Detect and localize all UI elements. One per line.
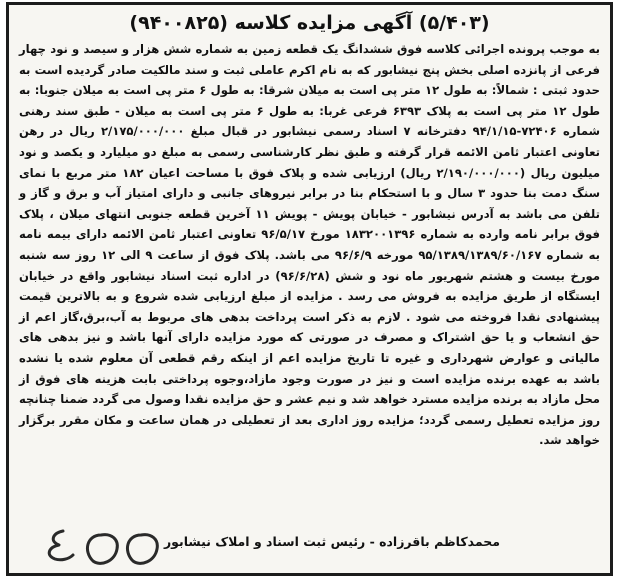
notice-signature: محمدکاظم باقرزاده - رئیس ثبت اسناد و املاک نیشابور [163, 534, 500, 549]
notice-title: (۵/۴۰۳) آگهی مزایده کلاسه (۹۴۰۰۸۲۵) [129, 12, 490, 34]
handwritten-number-mark [23, 521, 173, 569]
auction-notice [6, 2, 613, 576]
notice-body: به موجب پرونده اجرائی کلاسه فوق ششدانگ یک قطعه زمین به شماره شش هزار و سیصد و نود چهار فرعی از پانزده اصلی بخش پنج نیشابور که به نام اکرم عاملی ثبت و سند مالکیت صادر گردیده است به حدود ثبتی : شمالاً: به طول ۱۲ متر پی است به میلان شرقا: به طول ۶ متر پی است به میلان جنوبا: به طول ۱۲ متر پی است به پلاک ۶۳۹۳ فرعی غربا: به طول ۶ متر پی است به میلان - طبق سند رهنی شماره ۷۲۴۰۶-۹۴/۱/۱۵ دفترخانه ۷ اسناد رسمی نیشابور در قبال مبلغ ۲/۱۷۵/۰۰۰/۰۰۰ ریال در رهن تعاونی اعتبار ثامن الائمه قرار گرفته و طبق نظر کارشناسی رسمی به مبلغ دو میلیارد و یکصد و نود میلیون ریال (۲/۱۹۰/۰۰۰/۰۰۰ ریال) ارزیابی شده و پلاک فوق با مساحت اعیان ۱۸۲ متر مربع با نمای سنگ دمت بنا حدود ۳ سال و با استحکام بنا در برابر نیروهای جانبی و دارای امتیاز آب و برق و گاز و تلفن می باشد به آدرس نیشابور - خیابان پویش - پویش ۱۱ آخرین قطعه جنوبی انتهای میلان ، پلاک فوق برابر نامه وارده به شماره ۱۸۳۲۰۰۱۳۹۶ مورخ ۹۶/۵/۱۷ تعاونی اعتبار ثامن الائمه دارای بیمه نامه به شماره ۹۵/۱۳۸۹/۱۳۸۹/۶۰/۱۶۷ مورخه ۹۶/۶/۹ می باشد. پلاک فوق از ساعت ۹ الی ۱۲ روز سه شنبه مورخ بیست و هشتم شهریور ماه نود و شش (۹۶/۶/۲۸) در اداره ثبت اسناد نیشابور واقع در خیابان ایستگاه از طریق مزایده به فروش می رسد . مزایده از مبلغ ارزیابی شده شروع و به بالاترین قیمت پیشنهادی نقدا فروخته می شود . لازم به ذکر است پرداخت بدهی های مربوط به آب،برق،گاز اعم از حق انشعاب و یا حق اشتراک و مصرف در صورتی که مورد مزایده دارای آنها باشد و نیز بدهی های مالیاتی و عوارض شهرداری و غیره تا تاریخ مزایده اعم از اینکه رقم قطعی آن معلوم شده یا نشده باشد به عهده برنده مزایده است و نیز در صورت وجود مازاد،وجوه پرداختی بابت هزینه های فوق از محل مازاد به برنده مزایده مسترد خواهد شد و نیم عشر و حق مزایده نقدا وصول می گردد ضمنا چنانچه روز مزایده تعطیل رسمی گردد؛ مزایده روز اداری بعد از تعطیلی در همان ساعت و مکان مقرر برگزار خواهد شد. [19, 42, 601, 448]
